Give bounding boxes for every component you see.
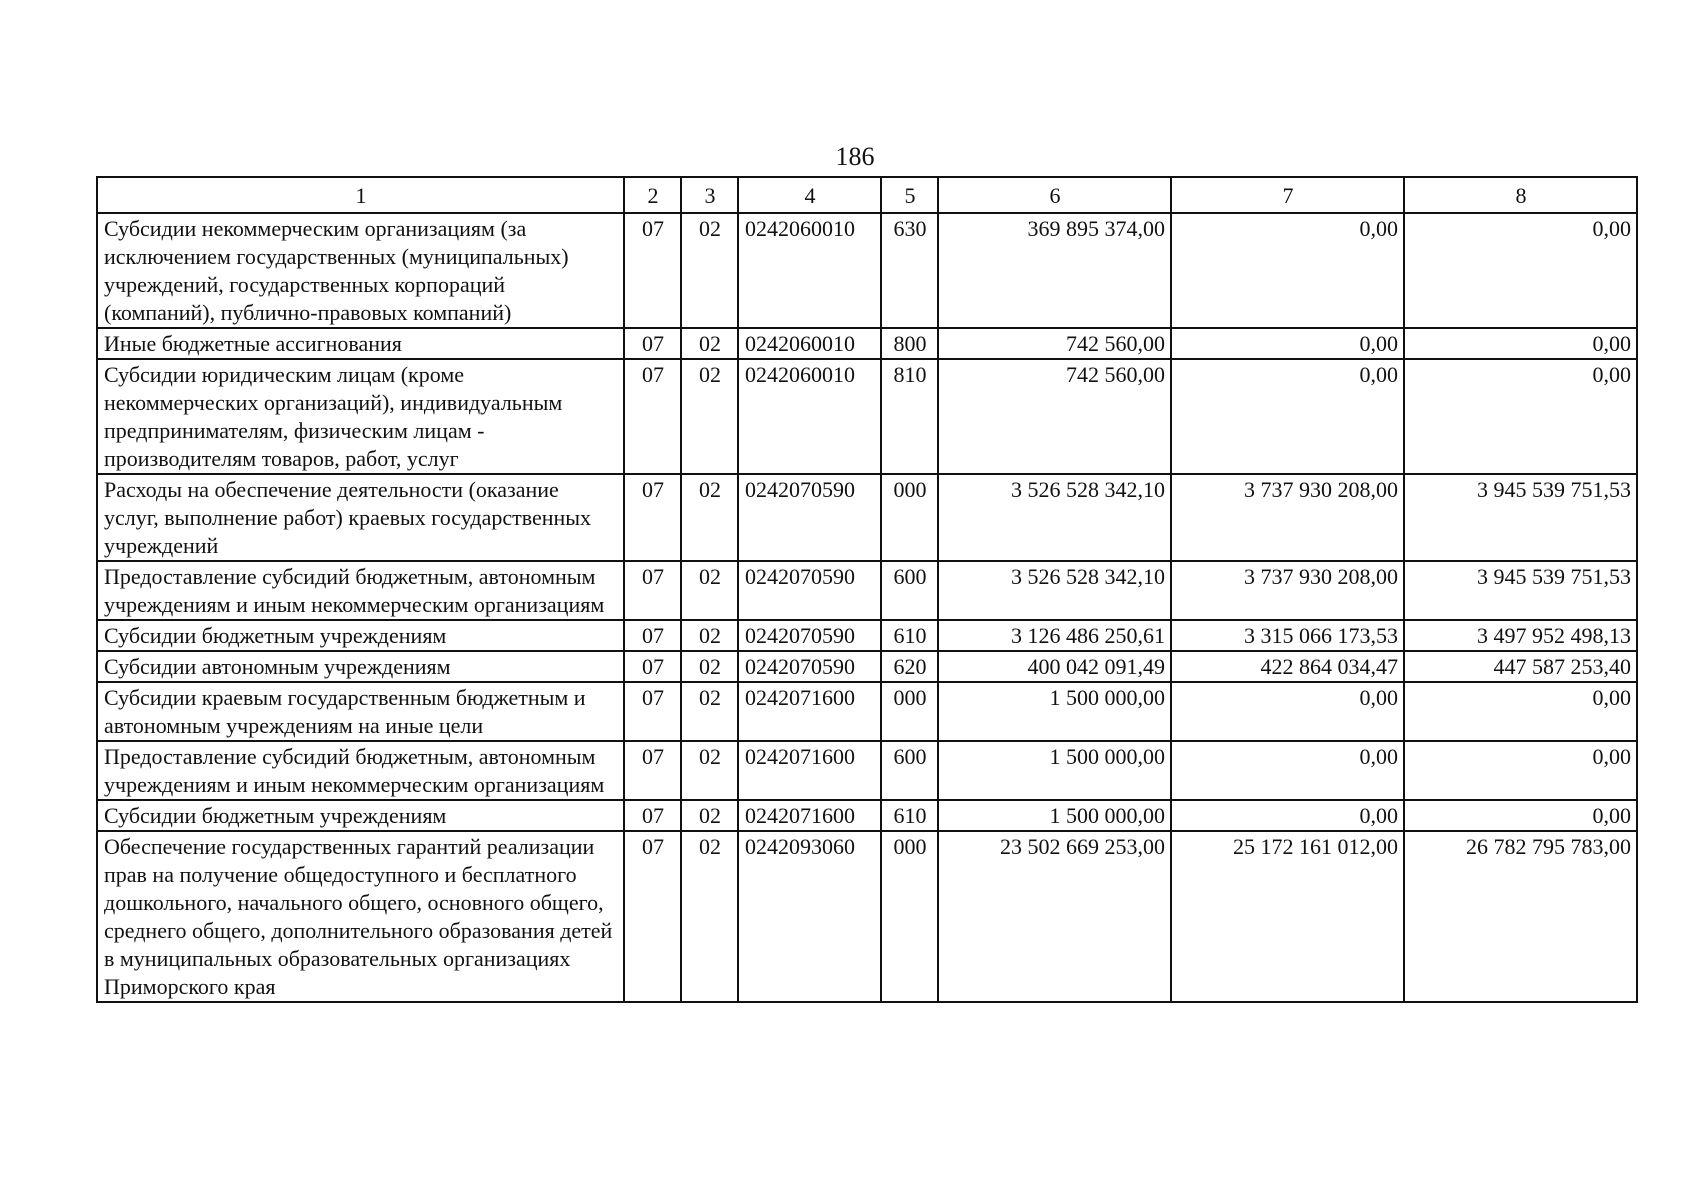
table-row xyxy=(97,800,1637,831)
amount-col8-cell: 0,00 xyxy=(1404,741,1637,800)
target-article-cell: 0242060010 xyxy=(738,359,881,474)
expense-type-cell: 610 xyxy=(881,620,938,651)
subsection-code-cell: 02 xyxy=(681,561,738,620)
section-code-cell: 07 xyxy=(624,741,681,800)
expense-type-cell: 620 xyxy=(881,651,938,682)
table-row xyxy=(97,620,1637,651)
amount-col6-cell: 742 560,00 xyxy=(938,359,1171,474)
amount-col7-cell: 25 172 161 012,00 xyxy=(1171,831,1404,1002)
amount-col8-cell: 0,00 xyxy=(1404,800,1637,831)
subsection-code-cell: 02 xyxy=(681,831,738,1002)
header-cell: 4 xyxy=(738,177,881,213)
amount-col6-cell: 742 560,00 xyxy=(938,328,1171,359)
table-row xyxy=(97,328,1637,359)
header-cell: 8 xyxy=(1404,177,1637,213)
amount-col6-cell: 1 500 000,00 xyxy=(938,682,1171,741)
expense-type-cell: 630 xyxy=(881,213,938,328)
amount-col7-cell: 3 737 930 208,00 xyxy=(1171,561,1404,620)
amount-col6-cell: 400 042 091,49 xyxy=(938,651,1171,682)
amount-col7-cell: 3 737 930 208,00 xyxy=(1171,474,1404,561)
expense-type-cell: 000 xyxy=(881,682,938,741)
section-code-cell: 07 xyxy=(624,831,681,1002)
section-code-cell: 07 xyxy=(624,620,681,651)
amount-col8-cell: 26 782 795 783,00 xyxy=(1404,831,1637,1002)
subsection-code-cell: 02 xyxy=(681,682,738,741)
expense-type-cell: 810 xyxy=(881,359,938,474)
table-row xyxy=(97,359,1637,474)
row-name-cell: Субсидии автономным учреждениям xyxy=(97,651,624,682)
header-cell: 3 xyxy=(681,177,738,213)
row-name-cell: Субсидии краевым государственным бюджетным и автономным учреждениям на иные цели xyxy=(97,682,624,741)
target-article-cell: 0242071600 xyxy=(738,800,881,831)
header-row xyxy=(97,177,1637,213)
amount-col7-cell: 3 315 066 173,53 xyxy=(1171,620,1404,651)
section-code-cell: 07 xyxy=(624,474,681,561)
section-code-cell: 07 xyxy=(624,328,681,359)
row-name-cell: Субсидии бюджетным учреждениям xyxy=(97,800,624,831)
section-code-cell: 07 xyxy=(624,651,681,682)
header-cell: 2 xyxy=(624,177,681,213)
expense-type-cell: 600 xyxy=(881,561,938,620)
target-article-cell: 0242060010 xyxy=(738,328,881,359)
subsection-code-cell: 02 xyxy=(681,651,738,682)
amount-col8-cell: 3 945 539 751,53 xyxy=(1404,561,1637,620)
amount-col7-cell: 0,00 xyxy=(1171,682,1404,741)
row-name-cell: Субсидии бюджетным учреждениям xyxy=(97,620,624,651)
table-row xyxy=(97,651,1637,682)
target-article-cell: 0242093060 xyxy=(738,831,881,1002)
target-article-cell: 0242071600 xyxy=(738,682,881,741)
target-article-cell: 0242070590 xyxy=(738,651,881,682)
expense-type-cell: 610 xyxy=(881,800,938,831)
table-row xyxy=(97,213,1637,328)
section-code-cell: 07 xyxy=(624,359,681,474)
amount-col6-cell: 1 500 000,00 xyxy=(938,741,1171,800)
amount-col8-cell: 0,00 xyxy=(1404,213,1637,328)
amount-col7-cell: 422 864 034,47 xyxy=(1171,651,1404,682)
amount-col8-cell: 0,00 xyxy=(1404,682,1637,741)
table-row xyxy=(97,561,1637,620)
amount-col8-cell: 3 497 952 498,13 xyxy=(1404,620,1637,651)
row-name-cell: Предоставление субсидий бюджетным, автономным учреждениям и иным некоммерческим организациям xyxy=(97,561,624,620)
table-row xyxy=(97,741,1637,800)
expense-type-cell: 000 xyxy=(881,831,938,1002)
amount-col6-cell: 369 895 374,00 xyxy=(938,213,1171,328)
amount-col6-cell: 3 526 528 342,10 xyxy=(938,474,1171,561)
amount-col7-cell: 0,00 xyxy=(1171,741,1404,800)
target-article-cell: 0242070590 xyxy=(738,474,881,561)
table-row xyxy=(97,474,1637,561)
target-article-cell: 0242070590 xyxy=(738,561,881,620)
subsection-code-cell: 02 xyxy=(681,359,738,474)
target-article-cell: 0242070590 xyxy=(738,620,881,651)
amount-col6-cell: 1 500 000,00 xyxy=(938,800,1171,831)
amount-col8-cell: 3 945 539 751,53 xyxy=(1404,474,1637,561)
subsection-code-cell: 02 xyxy=(681,800,738,831)
subsection-code-cell: 02 xyxy=(681,474,738,561)
amount-col7-cell: 0,00 xyxy=(1171,213,1404,328)
target-article-cell: 0242071600 xyxy=(738,741,881,800)
section-code-cell: 07 xyxy=(624,682,681,741)
section-code-cell: 07 xyxy=(624,561,681,620)
target-article-cell: 0242060010 xyxy=(738,213,881,328)
section-code-cell: 07 xyxy=(624,800,681,831)
row-name-cell: Иные бюджетные ассигнования xyxy=(97,328,624,359)
amount-col7-cell: 0,00 xyxy=(1171,800,1404,831)
amount-col8-cell: 0,00 xyxy=(1404,328,1637,359)
header-cell: 6 xyxy=(938,177,1171,213)
subsection-code-cell: 02 xyxy=(681,328,738,359)
page-number: 186 xyxy=(835,142,875,171)
row-name-cell: Обеспечение государственных гарантий реализации прав на получение общедоступного и бесплатного дошкольного, начального общего, основного общего, среднего общего, дополнительного образования детей в муниципальных образовательных организациях Приморского края xyxy=(97,831,624,1002)
row-name-cell: Предоставление субсидий бюджетным, автономным учреждениям и иным некоммерческим организациям xyxy=(97,741,624,800)
row-name-cell: Расходы на обеспечение деятельности (оказание услуг, выполнение работ) краевых государственных учреждений xyxy=(97,474,624,561)
header-cell: 5 xyxy=(881,177,938,213)
expense-type-cell: 800 xyxy=(881,328,938,359)
amount-col7-cell: 0,00 xyxy=(1171,359,1404,474)
row-name-cell: Субсидии некоммерческим организациям (за исключением государственных (муниципальных) учреждений, государственных корпораций (компаний), публично-правовых компаний) xyxy=(97,213,624,328)
budget-table xyxy=(96,176,1638,1003)
subsection-code-cell: 02 xyxy=(681,741,738,800)
amount-col6-cell: 23 502 669 253,00 xyxy=(938,831,1171,1002)
amount-col8-cell: 447 587 253,40 xyxy=(1404,651,1637,682)
row-name-cell: Субсидии юридическим лицам (кроме некоммерческих организаций), индивидуальным предпринимателям, физическим лицам - производителям товаров, работ, услуг xyxy=(97,359,624,474)
table-row xyxy=(97,831,1637,1002)
table-row xyxy=(97,682,1637,741)
subsection-code-cell: 02 xyxy=(681,213,738,328)
amount-col7-cell: 0,00 xyxy=(1171,328,1404,359)
amount-col8-cell: 0,00 xyxy=(1404,359,1637,474)
header-cell: 1 xyxy=(97,177,624,213)
expense-type-cell: 000 xyxy=(881,474,938,561)
amount-col6-cell: 3 126 486 250,61 xyxy=(938,620,1171,651)
subsection-code-cell: 02 xyxy=(681,620,738,651)
expense-type-cell: 600 xyxy=(881,741,938,800)
header-cell: 7 xyxy=(1171,177,1404,213)
amount-col6-cell: 3 526 528 342,10 xyxy=(938,561,1171,620)
section-code-cell: 07 xyxy=(624,213,681,328)
